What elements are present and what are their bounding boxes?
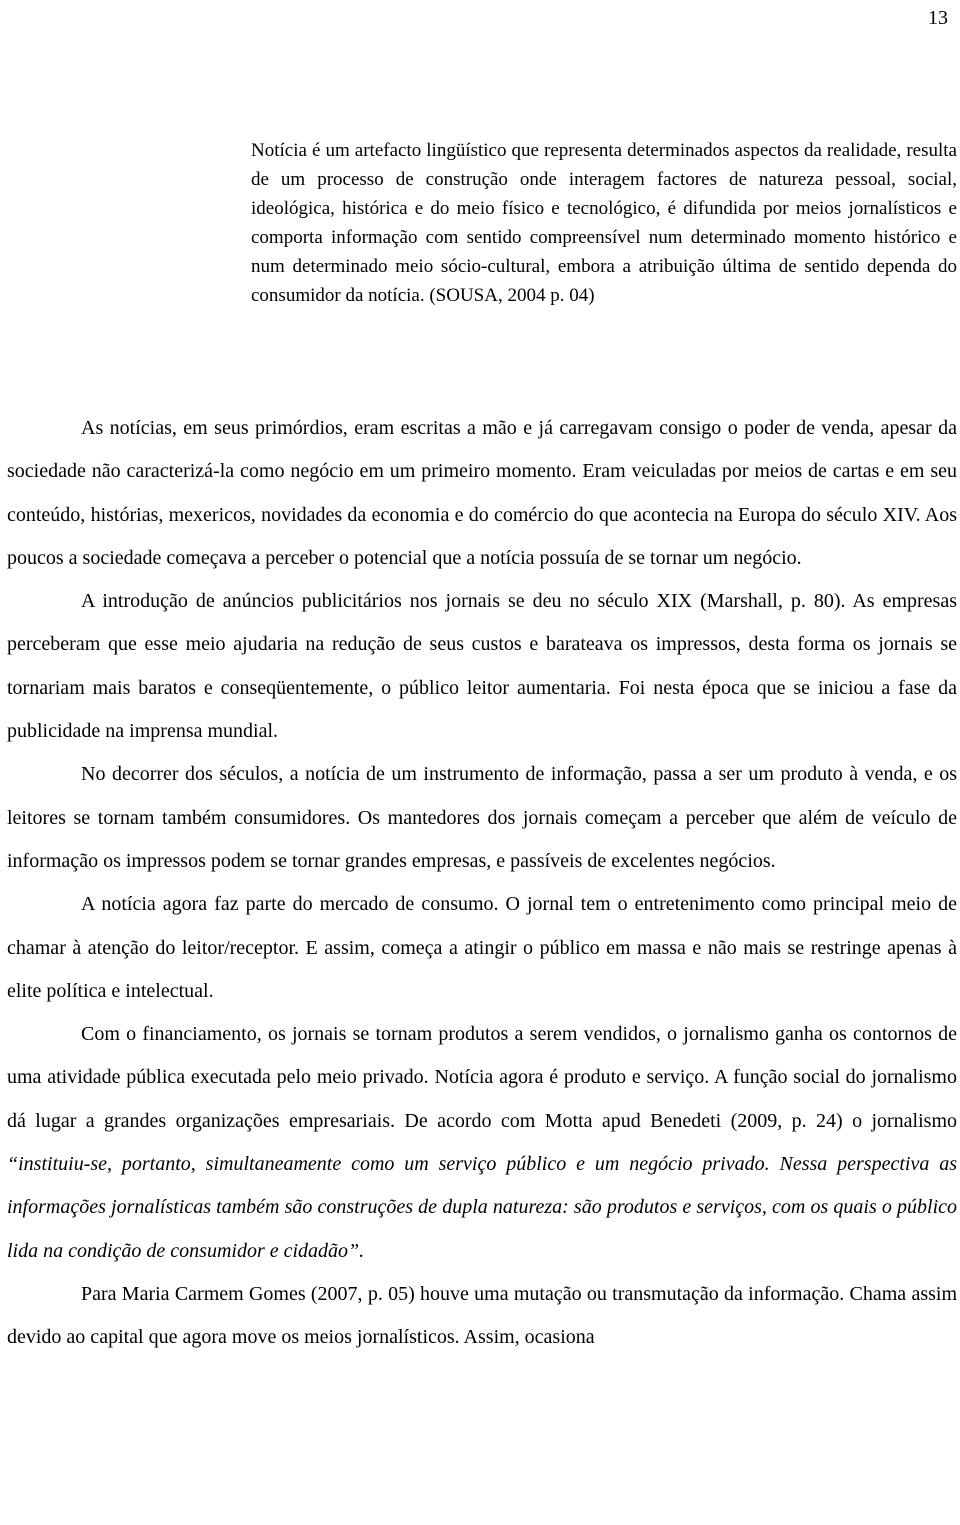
body-text [7, 407, 957, 1360]
paragraph-2: A introdução de anúncios publicitários nos jornais se deu no século XIX (Marshall, p. 80). As empresas perceberam que esse meio ajudaria na redução de seus custos e barateava os impressos, desta forma os jornais se tornariam mais baratos e conseqüentemente, o público leitor aumentaria. Foi nesta época que se iniciou a fase da publicidade na imprensa mundial. [7, 590, 957, 743]
page-number: 13 [928, 7, 948, 29]
paragraph-1: As notícias, em seus primórdios, eram escritas a mão e já carregavam consigo o poder de venda, apesar da sociedade não caracterizá-la como negócio em um primeiro momento. Eram veiculadas por meios de cartas e em seu conteúdo, histórias, mexericos, novidades da economia e do comércio do que acontecia na Europa do século XIV. Aos poucos a sociedade começava a perceber o potencial que a notícia possuía de se tornar um negócio. [7, 417, 957, 569]
paragraph-5-quote: “instituiu-se, portanto, simultaneamente como um serviço público e um negócio privado. Nessa perspectiva as informações jornalísticas também são construções de dupla natureza: são produtos e serviços, com os quais o público lida na condição de consumidor e cidadão”. [7, 1153, 957, 1262]
paragraph-4: A notícia agora faz parte do mercado de consumo. O jornal tem o entretenimento como principal meio de chamar à atenção do leitor/receptor. E assim, começa a atingir o público em massa e não mais se restringe apenas à elite política e intelectual. [7, 893, 957, 1002]
paragraph-5-text: Com o financiamento, os jornais se tornam produtos a serem vendidos, o jornalismo ganha os contornos de uma atividade pública executada pelo meio privado. Notícia agora é produto e serviço. A função social do jornalismo dá lugar a grandes organizações empresariais. De acordo com Motta apud Benedeti (2009, p. 24) o jornalismo [7, 1023, 957, 1132]
block-quote: Notícia é um artefacto lingüístico que representa determinados aspectos da realidade, resulta de um processo de construção onde interagem factores de natureza pessoal, social, ideológica, histórica e do meio físico e tecnológico, é difundida por meios jornalísticos e comporta informação com sentido compreensível num determinado momento histórico e num determinado meio sócio-cultural, embora a atribuição última de sentido dependa do consumidor da notícia. (SOUSA, 2004 p. 04) [251, 140, 957, 306]
paragraph-6: Para Maria Carmem Gomes (2007, p. 05) houve uma mutação ou transmutação da informação. Chama assim devido ao capital que agora move os meios jornalísticos. Assim, ocasiona [7, 1282, 957, 1349]
paragraph-3: No decorrer dos séculos, a notícia de um instrumento de informação, passa a ser um produto à venda, e os leitores se tornam também consumidores. Os mantedores dos jornais começam a perceber que além de veículo de informação os impressos podem se tornar grandes empresas, e passíveis de excelentes negócios. [7, 763, 957, 872]
paragraph-5 [7, 1013, 957, 1273]
